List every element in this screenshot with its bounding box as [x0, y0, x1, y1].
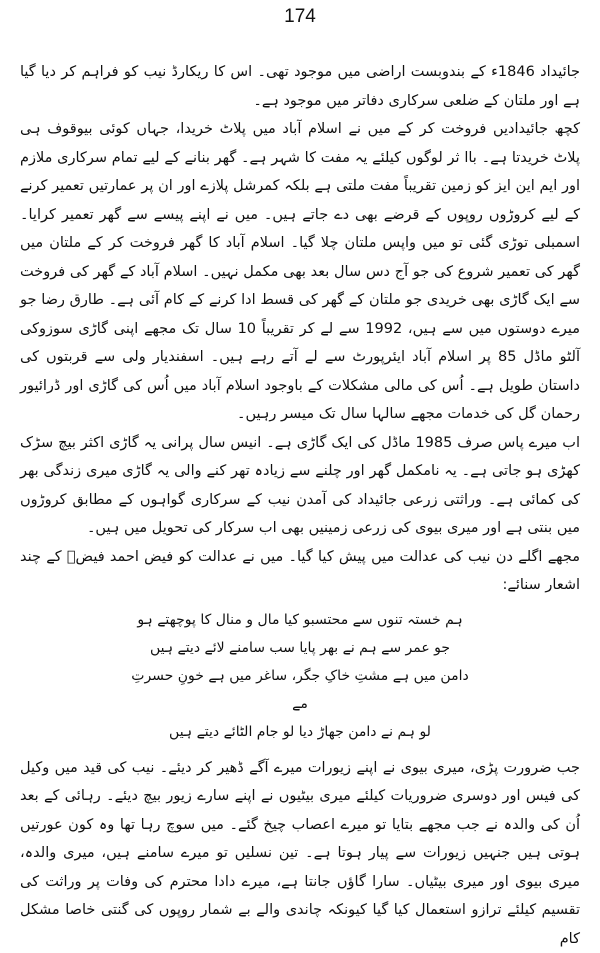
- page-body: [20, 58, 580, 953]
- poem-line: دامن میں ہے مشتِ خاکِ جگر، ساغر میں ہے خونِ حسرتِ مے: [130, 662, 470, 718]
- paragraph: جب ضرورت پڑی، میری بیوی نے اپنے زیورات میرے آگے ڈھیر کر دیئے۔ نیب کی قید میں وکیل کی فیس اور دوسری ضروریات کیلئے میری بیٹیوں نے اپنے سارے زیور بیچ دیئے۔ رہائی کے بعد اُن کی والدہ نے جب مجھے بتایا تو میرے اعصاب چیخ گئے۔ میں سوچ رہا تھا وہ کون عورتیں ہوتی ہیں جنہیں زیورات سے پیار ہوتا ہے۔ تین نسلیں تو میرے سامنے ہیں، میری والدہ، میری بیوی اور میری بیٹیاں۔ سارا گاؤں جانتا ہے، میرے دادا محترم کی وفات پر وراثت کی تقسیم کیلئے ترازو استعمال کیا گیا کیونکہ چاندی والے بے شمار روپوں کی گنتی خاصا مشکل کام: [20, 754, 580, 953]
- poem: [20, 606, 580, 746]
- poem-line: لو ہم نے دامن جھاڑ دیا لو جام الٹائے دیتے ہیں: [130, 718, 470, 746]
- poem-line: ہم خستہ تنوں سے محتسبو کیا مال و منال کا پوچھتے ہو: [130, 606, 470, 634]
- paragraph: مجھے اگلے دن نیب کی عدالت میں پیش کیا گیا۔ میں نے عدالت کو فیض احمد فیضؔ کے چند اشعار سنائے:: [20, 543, 580, 600]
- paragraph: کچھ جائیدادیں فروخت کر کے میں نے اسلام آباد میں پلاٹ خریدا، جہاں کوئی بیوقوف ہی پلاٹ خریدتا ہے۔ باا ثر لوگوں کیلئے یہ مفت کا شہر ہے۔ گھر بنانے کے لیے تمام سرکاری ملازم اور ایم این ایز کو زمین تقریباً مفت ملتی ہے بلکہ کمرشل پلازے اور ان پر عمارتیں تعمیر کرنے کے لیے کروڑوں روپوں کے قرضے بھی دے جاتے ہیں۔ میں نے اپنے پیسے سے گھر تعمیر کرایا۔ اسمبلی توڑی گئی تو میں واپس ملتان چلا گیا۔ اسلام آباد کا گھر فروخت کر کے ملتان میں گھر کی تعمیر شروع کی جو آج دس سال بعد بھی مکمل نہیں۔ اسلام آباد کے گھر کی فروخت سے ایک گاڑی بھی خریدی جو ملتان کے گھر کی قسط ادا کرنے کے کام آئی ہے۔ طارق رضا جو میرے دوستوں میں سے ہیں، 1992 سے لے کر تقریباً 10 سال تک مجھے اپنی گاڑی سوزوکی آلٹو ماڈل 85 پر اسلام آباد ایئرپورٹ سے لے آتے رہے ہیں۔ اسفندیار ولی سے قربتوں کی داستان طویل ہے۔ اُس کی مالی مشکلات کے باوجود اسلام آباد میں اُس کی گاڑی اور ڈرائیور رحمان گل کی خدمات مجھے سالہا سال تک میسر رہیں۔: [20, 115, 580, 429]
- paragraph: جائیداد 1846ء کے بندوبست اراضی میں موجود تھی۔ اس کا ریکارڈ نیب کو فراہم کر دیا گیا ہے اور ملتان کے ضلعی سرکاری دفاتر میں موجود ہے۔: [20, 58, 580, 115]
- poem-line: جو عمر سے ہم نے بھر پایا سب سامنے لائے دیتے ہیں: [130, 634, 470, 662]
- page-number: 174: [0, 6, 600, 28]
- paragraph: اب میرے پاس صرف 1985 ماڈل کی ایک گاڑی ہے۔ انیس سال پرانی یہ گاڑی اکثر بیچ سڑک کھڑی ہو جاتی ہے۔ یہ نامکمل گھر اور چلنے سے زیادہ تھر کنے والی یہ گاڑی میری زندگی بھر کی کمائی ہے۔ وراثتی زرعی جائیداد کی آمدن نیب کے سرکاری گواہوں کے مطابق کروڑوں میں بنتی ہے اور میری بیوی کی زرعی زمینیں بھی اب سرکار کی تحویل میں ہیں۔: [20, 429, 580, 543]
